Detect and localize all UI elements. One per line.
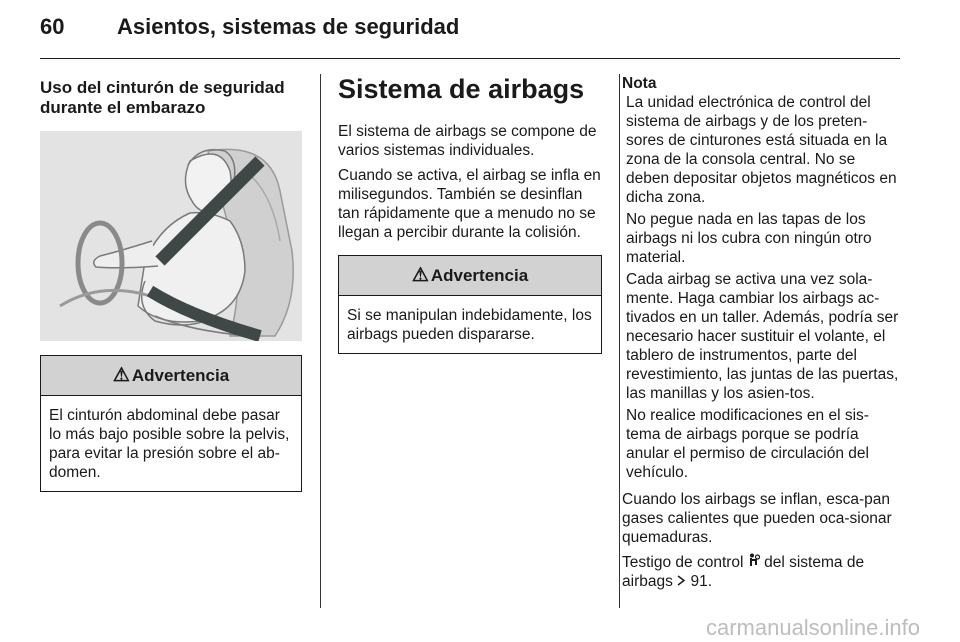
note-paragraph: No realice modificaciones en el sis-tema de airbags porque se podría anular el permiso de circulación del vehículo. — [626, 407, 869, 481]
warning-box — [40, 355, 302, 492]
paragraph: Cuando los airbags se inflan, esca-pan gases calientes que pueden oca-sionar quemaduras. — [622, 491, 892, 546]
left-column — [40, 74, 302, 492]
section-subheading — [40, 78, 302, 118]
testigo-text: Testigo de control — [622, 554, 744, 571]
paragraph-testigo — [622, 553, 902, 591]
warning-title: Advertencia — [430, 265, 529, 285]
column-divider — [320, 74, 321, 608]
note-body — [622, 93, 902, 482]
paragraph: El sistema de airbags se compone de varios sistemas individuales. — [338, 123, 597, 159]
note-title: Nota — [622, 75, 657, 92]
page-reference[interactable]: 91. — [690, 573, 713, 590]
testigo-text: del sistema de airbags — [622, 554, 865, 590]
column-divider — [619, 74, 620, 608]
header-rule — [40, 58, 900, 59]
warning-header — [339, 256, 601, 296]
subheading-line: durante el embarazo — [40, 98, 206, 117]
warning-header — [41, 356, 301, 396]
page-header-title: Asientos, sistemas de seguridad — [117, 14, 460, 39]
note-paragraph: No pegue nada en las tapas de los airbags ni los cubra con ningún otro material. — [626, 211, 872, 266]
page-number: 60 — [40, 14, 65, 39]
warning-triangle-icon: ⚠ — [411, 265, 429, 286]
note-paragraph: Cada airbag se activa una vez sola-mente. Haga cambiar los airbags ac-tivados en un taller. Además, podría ser necesario hacer sustituir el volante, el tablero de instrumentos, parte del revestimiento, las juntas de las puertas, las manillas y los asien-tos. — [626, 271, 899, 402]
paragraph: Cuando se activa, el airbag se infla en milisegundos. También se desinflan tan rápidamente que a menudo no se llegan a percibir durante la colisión. — [338, 167, 601, 241]
section-title: Sistema de airbags — [338, 74, 585, 104]
airbag-warning-lamp-icon — [748, 553, 760, 572]
note-paragraph: La unidad electrónica de control del sistema de airbags y de los preten-sores de cinturones está situada en la zona de la consola central. No se deben depositar objetos magnéticos en dicha zona. — [626, 94, 897, 206]
page-reference-arrow-icon — [677, 572, 686, 591]
watermark: carmanualsonline.info — [705, 615, 920, 640]
middle-column — [338, 74, 602, 354]
warning-title: Advertencia — [131, 365, 230, 385]
warning-text: El cinturón abdominal debe pasar lo más bajo posible sobre la pelvis, para evitar la presión sobre el ab-domen. — [49, 407, 290, 481]
pregnant-seatbelt-illustration — [40, 131, 302, 341]
warning-text: Si se manipulan indebidamente, los airbags pueden dispararse. — [347, 307, 592, 343]
right-column — [622, 74, 902, 591]
subheading-line: Uso del cinturón de seguridad — [40, 78, 285, 97]
warning-box — [338, 255, 602, 354]
warning-triangle-icon: ⚠ — [112, 365, 130, 386]
